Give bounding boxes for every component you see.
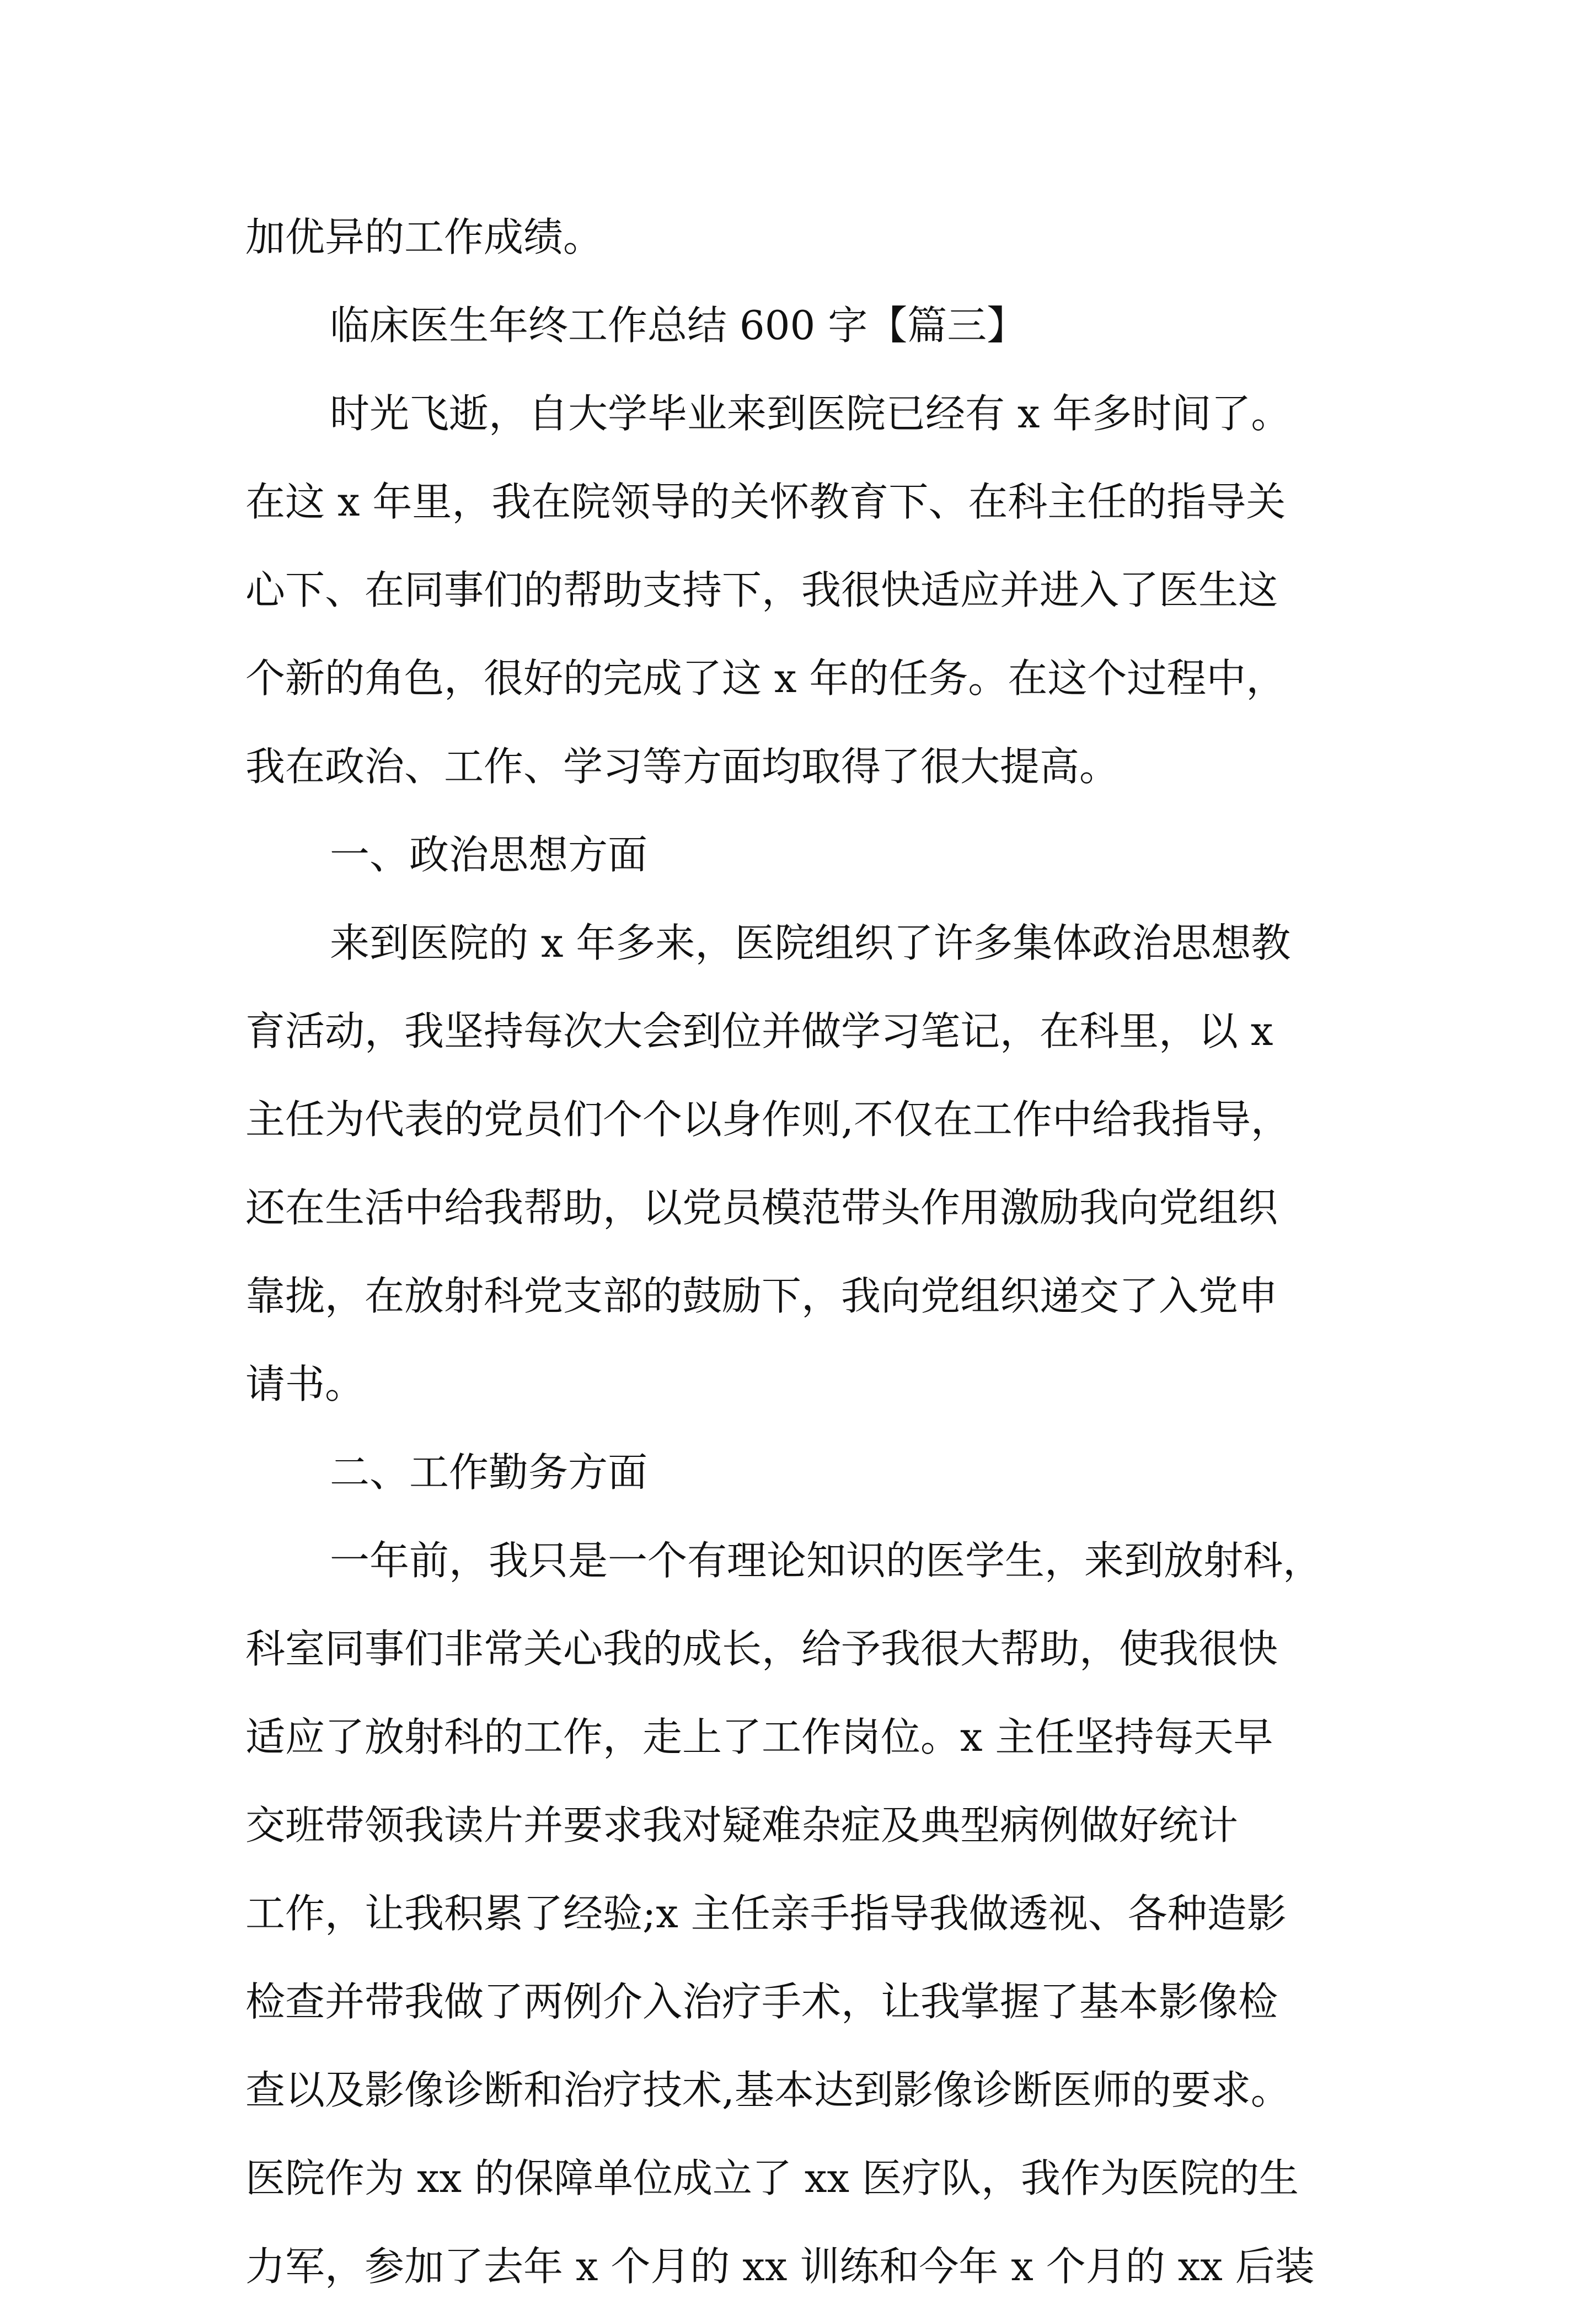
text-line	[0, 463, 1596, 540]
line-text: 交班带领我读片并要求我对疑难杂症及典型病例做好统计	[245, 1802, 1239, 1848]
text-line	[0, 1169, 1596, 1246]
text-line	[0, 1522, 1596, 1599]
line-text: 工作，让我积累了经验;x 主任亲手指导我做透视、各种造影	[245, 1890, 1287, 1937]
line-text: 育活动，我坚持每次大会到位并做学习笔记，在科里，以 x	[245, 1008, 1273, 1054]
text-line	[0, 199, 1596, 276]
text-line	[0, 1787, 1596, 1864]
text-line	[0, 2228, 1596, 2305]
line-text: 力军，参加了去年 x 个月的 xx 训练和今年 x 个月的 xx 后装	[245, 2243, 1315, 2290]
text-line	[0, 993, 1596, 1070]
text-line	[0, 375, 1596, 452]
line-text: 在这 x 年里，我在院领导的关怀教育下、在科主任的指导关	[245, 479, 1286, 525]
line-text: 加优异的工作成绩。	[245, 214, 603, 260]
text-line	[0, 1963, 1596, 2040]
line-text: 心下、在同事们的帮助支持下，我很快适应并进入了医生这	[245, 567, 1278, 613]
text-line	[0, 904, 1596, 982]
line-text: 一、政治思想方面	[330, 832, 648, 878]
text-line	[0, 1698, 1596, 1776]
text-line	[0, 1610, 1596, 1687]
line-text: 医院作为 xx 的保障单位成立了 xx 医疗队，我作为医院的生	[245, 2155, 1299, 2201]
line-text: 时光飞逝，自大学毕业来到医院已经有 x 年多时间了。	[330, 390, 1291, 437]
line-text: 个新的角色，很好的完成了这 x 年的任务。在这个过程中，	[245, 655, 1286, 701]
text-line	[0, 728, 1596, 805]
line-text: 我在政治、工作、学习等方面均取得了很大提高。	[245, 743, 1120, 790]
line-text: 二、工作勤务方面	[330, 1449, 648, 1495]
line-text: 还在生活中给我帮助，以党员模范带头作用激励我向党组织	[245, 1184, 1278, 1231]
text-line	[0, 2051, 1596, 2129]
text-line	[0, 551, 1596, 629]
section-heading	[0, 287, 1596, 364]
line-text: 适应了放射科的工作，走上了工作岗位。x 主任坚持每天早	[245, 1714, 1273, 1760]
text-line	[0, 1875, 1596, 1952]
text-line	[0, 1257, 1596, 1334]
line-text: 主任为代表的党员们个个以身作则,不仅在工作中给我指导，	[245, 1096, 1290, 1143]
line-text: 靠拢，在放射科党支部的鼓励下，我向党组织递交了入党申	[245, 1273, 1278, 1319]
line-text: 来到医院的 x 年多来，医院组织了许多集体政治思想教	[330, 920, 1291, 966]
line-text: 临床医生年终工作总结 600 字【篇三】	[330, 302, 1027, 349]
line-text: 一年前，我只是一个有理论知识的医学生，来到放射科，	[330, 1537, 1323, 1584]
line-text: 科室同事们非常关心我的成长，给予我很大帮助，使我很快	[245, 1626, 1278, 1672]
line-text: 请书。	[245, 1361, 365, 1407]
section-heading	[0, 1434, 1596, 1511]
line-text: 查以及影像诊断和治疗技术,基本达到影像诊断医师的要求。	[245, 2067, 1290, 2113]
line-text: 检查并带我做了两例介入治疗手术，让我掌握了基本影像检	[245, 1979, 1278, 2025]
text-line	[0, 1081, 1596, 1158]
text-line	[0, 640, 1596, 717]
text-line	[0, 1346, 1596, 1423]
section-heading	[0, 816, 1596, 893]
text-line	[0, 2140, 1596, 2217]
